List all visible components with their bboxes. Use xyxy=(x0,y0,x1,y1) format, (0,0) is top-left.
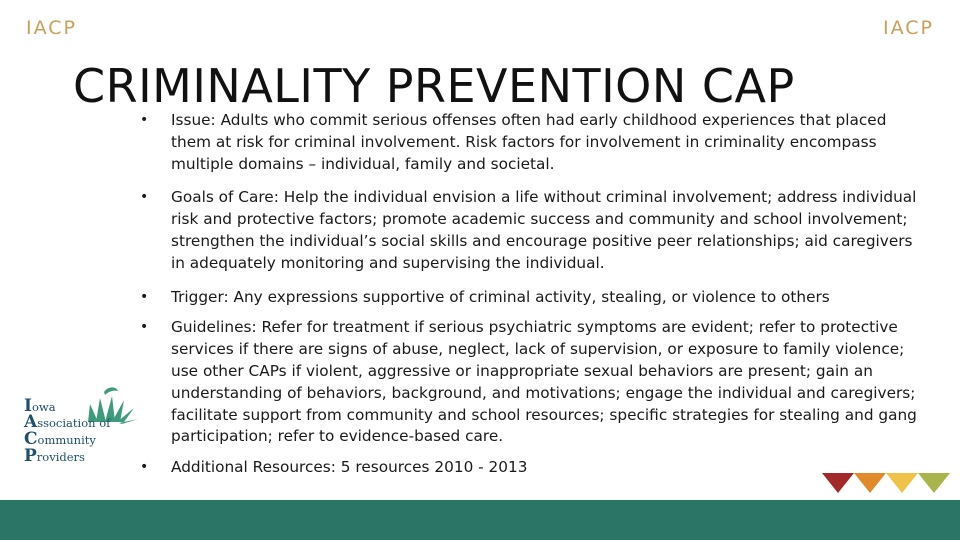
triangle-gold xyxy=(886,473,918,493)
slide-title: CRIMINALITY PREVENTION CAP xyxy=(73,59,795,113)
bullet-text: Additional Resources: 5 resources 2010 - 2013 xyxy=(171,458,528,477)
triangle-decoration xyxy=(822,473,952,495)
brand-label-right: IACP xyxy=(883,17,934,39)
logo-line-providers: Providers xyxy=(24,446,85,466)
bullet-text: Guidelines: Refer for treatment if serious psychiatric symptoms are evident; refer to protective services if there are signs of abuse, neglect, lack of supervision, or exposure to family violence; use other CAPs if violent, aggressive or inappropriate sexual behaviors are present; gain an understanding of behaviors, background, and motivations; engage the individual and caregivers; facilitate support from community and school resources; specific strategies for stealing and gang participation; refer to evidence-based care. xyxy=(171,318,917,446)
bullet-additional-resources xyxy=(140,457,925,479)
bullet-dot: • xyxy=(140,459,149,476)
bullet-dot: • xyxy=(140,288,149,305)
iacp-logo xyxy=(22,378,140,468)
bullet-dot: • xyxy=(140,319,149,336)
bullet-issue xyxy=(140,110,925,175)
bullet-text: Trigger: Any expressions supportive of criminal activity, stealing, or violence to others xyxy=(171,287,830,306)
logo-line-iowa: Iowa xyxy=(24,396,56,416)
triangle-green xyxy=(918,473,950,493)
logo-line-association: Association of xyxy=(24,412,111,432)
bullet-list xyxy=(140,110,925,479)
brand-label-left: IACP xyxy=(26,17,77,39)
footer-bar xyxy=(0,500,960,540)
bullet-dot: • xyxy=(140,189,149,206)
bullet-text: Goals of Care: Help the individual envision a life without criminal involvement; address individual risk and protective factors; promote academic success and community and school involvement; strengthen the individual’s social skills and encourage positive peer relationships; aid caregivers in adequately monitoring and supervising the individual. xyxy=(171,188,917,272)
bullet-text: Issue: Adults who commit serious offenses often had early childhood experiences that placed them at risk for criminal involvement. Risk factors for involvement in criminality encompass multiple domains – individual, family and societal. xyxy=(171,111,887,173)
bullet-dot: • xyxy=(140,112,149,128)
triangle-orange xyxy=(854,473,886,493)
bullet-goals-of-care xyxy=(140,187,925,274)
bullet-guidelines xyxy=(140,317,925,448)
bullet-trigger xyxy=(140,287,925,309)
logo-line-community: Community xyxy=(24,429,96,449)
triangle-red xyxy=(822,473,854,493)
